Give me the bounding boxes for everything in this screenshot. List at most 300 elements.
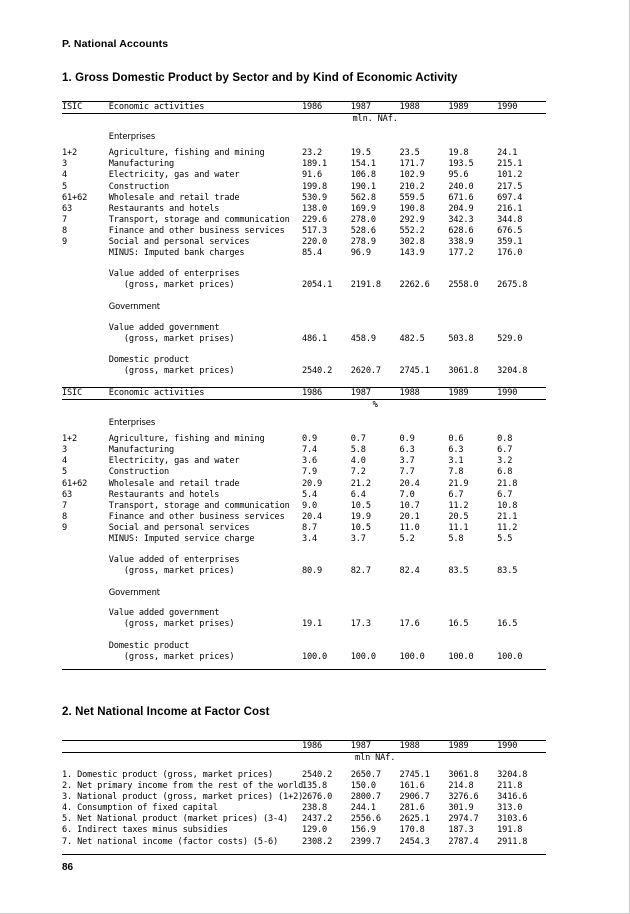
table-row <box>62 248 546 259</box>
cell-1987: 5.8 <box>350 445 366 456</box>
cell-isic: 9 <box>62 522 68 533</box>
cell-1990: 83.5 <box>497 566 518 577</box>
col-header-1990: 1990 <box>497 740 518 751</box>
cell-1990: 3416.6 <box>497 792 528 803</box>
cell-1987: 19.5 <box>350 148 371 159</box>
pct-total-row-enterprises <box>62 566 546 577</box>
cell-1986: 100.0 <box>301 651 328 662</box>
cell-1987: 96.9 <box>350 248 371 259</box>
cell-1987: 21.2 <box>350 478 371 489</box>
cell-1988: 7.7 <box>399 467 415 478</box>
cell-1990: 24.1 <box>497 148 518 159</box>
cell-1990: 0.8 <box>497 434 513 445</box>
cell-1988: 281.6 <box>399 803 425 814</box>
total-label-domestic: Domestic product <box>108 354 190 365</box>
cell-activity: Finance and other business services <box>108 225 285 236</box>
cell-1987: 7.2 <box>350 467 366 478</box>
cell-isic: 63 <box>62 489 73 500</box>
cell-1987: 19.9 <box>350 511 371 522</box>
unit-row-percent <box>62 400 546 411</box>
cell-1989: 3061.8 <box>448 769 479 780</box>
cell-1990: 697.4 <box>497 192 523 203</box>
col-header-activities-pct: Economic activities <box>108 387 205 398</box>
cell-1986: 517.3 <box>301 225 328 236</box>
cell-1989: 342.3 <box>448 214 474 225</box>
cell-item-label: 6. Indirect taxes minus subsidies <box>62 825 228 836</box>
cell-1989: 19.8 <box>448 148 469 159</box>
cell-isic: 1+2 <box>62 148 78 159</box>
cell-1986: 220.0 <box>301 237 328 248</box>
cell-item-label: 1. Domestic product (gross, market prices) <box>62 769 274 780</box>
cell-activity: Social and personal services <box>108 522 250 533</box>
cell-1986: 3.4 <box>301 534 318 544</box>
spacer <box>62 313 546 323</box>
table-net-national-income <box>62 740 546 855</box>
table-row <box>62 226 546 237</box>
cell-1988: 20.1 <box>399 511 420 522</box>
col-header-1988: 1988 <box>399 102 420 112</box>
cell-1989: 214.8 <box>448 781 474 792</box>
unit-row-currency-t2 <box>62 753 546 764</box>
cell-1990: 191.8 <box>497 825 523 836</box>
group-label-enterprises: Enterprises <box>108 131 156 142</box>
cell-1990: 211.8 <box>497 781 523 792</box>
cell-1986: 3.6 <box>301 456 318 467</box>
cell-activity: Electricity, gas and water <box>108 456 240 467</box>
cell-1989: 6.7 <box>448 489 464 500</box>
cell-1989: 2787.4 <box>448 836 479 847</box>
unit-label-percent: % <box>372 399 378 410</box>
cell-isic: 5 <box>62 467 68 478</box>
col-header-1986: 1986 <box>301 740 323 751</box>
cell-isic: 61+62 <box>62 192 88 203</box>
cell-1989: 671.6 <box>448 192 474 203</box>
cell-1989: 11.1 <box>448 522 469 533</box>
cell-1986: 8.7 <box>301 522 318 533</box>
cell-1986: 2540.2 <box>301 769 333 780</box>
group-heading-government-pct <box>62 587 546 598</box>
table1-heading: 1. Gross Domestic Product by Sector and by Kind of Economic Activity <box>62 72 458 84</box>
cell-1989: 187.3 <box>448 825 474 836</box>
cell-1990: 215.1 <box>497 159 523 170</box>
cell-1988: 559.5 <box>399 192 425 203</box>
cell-1987: 2556.6 <box>350 814 381 825</box>
cell-1987: 17.3 <box>350 619 371 630</box>
col-header-1987-pct: 1987 <box>350 387 371 398</box>
pct-total-row-domestic-line1 <box>62 641 546 652</box>
cell-1990: 16.5 <box>497 619 518 630</box>
total-row-domestic <box>62 366 546 377</box>
group-heading-enterprises <box>62 131 546 142</box>
total-label-enterprises: Value added of enterprises <box>108 269 240 280</box>
cell-1988: 11.0 <box>399 522 420 533</box>
spacer <box>62 345 546 355</box>
cell-1988: 7.0 <box>399 489 415 500</box>
cell-isic: 9 <box>62 237 68 248</box>
cell-isic: 8 <box>62 225 68 236</box>
cell-isic <box>62 534 109 545</box>
cell-isic: 5 <box>62 181 68 192</box>
spacer <box>62 377 546 387</box>
group-label-enterprises-pct: Enterprises <box>108 417 156 428</box>
total-sublabel-domestic-pct: (gross, market prices) <box>108 651 235 662</box>
group-label-government: Government <box>108 301 160 312</box>
cell-1986: 238.8 <box>301 803 328 814</box>
cell-item-label: 2. Net primary income from the rest of the world <box>62 781 304 792</box>
cell-1988: 190.8 <box>399 203 425 214</box>
cell-1988: 2745.1 <box>399 365 430 376</box>
cell-1989: 20.5 <box>448 511 469 522</box>
table-row <box>62 159 546 170</box>
cell-1986: 129.0 <box>301 825 328 836</box>
cell-isic: 7 <box>62 214 68 225</box>
cell-1987: 6.4 <box>350 489 366 500</box>
table-row <box>62 837 546 848</box>
cell-1987: 2800.7 <box>350 792 381 803</box>
table2-section <box>62 706 546 855</box>
total-sublabel-government-pct: (gross, market prises) <box>108 619 235 630</box>
cell-item-label: 3. National product (gross, market prices) (1+2) <box>62 792 304 803</box>
table-row <box>62 148 546 159</box>
cell-item-label: 5. Net National product (market prices) (3-4) <box>62 814 289 825</box>
total-row-domestic-line1 <box>62 355 546 366</box>
cell-1988: 2906.7 <box>399 792 430 803</box>
cell-1988: 292.9 <box>399 214 425 225</box>
table-row <box>62 512 546 523</box>
cell-1988: 161.6 <box>399 781 425 792</box>
total-label-domestic-pct: Domestic product <box>108 640 190 651</box>
cell-1986: 2054.1 <box>301 280 333 291</box>
cell-item-label: 4. Consumption of fixed capital <box>62 803 218 814</box>
cell-1989: 83.5 <box>448 566 469 577</box>
table-row <box>62 479 546 490</box>
group-heading-enterprises-pct <box>62 417 546 428</box>
cell-activity: Transport, storage and communication <box>108 500 290 511</box>
cell-1988: 2625.1 <box>399 814 430 825</box>
cell-1987: 458.9 <box>350 333 376 344</box>
cell-activity: Wholesale and retail trade <box>108 478 240 489</box>
cell-1987: 244.1 <box>350 803 376 814</box>
cell-1988: 23.5 <box>399 148 420 159</box>
cell-1988: 170.8 <box>399 825 425 836</box>
cell-1987: 190.1 <box>350 181 376 192</box>
page-number: 86 <box>62 862 74 873</box>
cell-1990: 2675.8 <box>497 280 528 291</box>
col-header-1990-pct: 1990 <box>497 387 518 398</box>
cell-1988: 302.8 <box>399 237 425 248</box>
group-heading-government <box>62 301 546 312</box>
cell-1989: 177.2 <box>448 248 474 259</box>
col-header-1987: 1987 <box>350 740 371 751</box>
cell-1988: 17.6 <box>399 619 420 630</box>
cell-1987: 169.9 <box>350 203 376 214</box>
table-row <box>62 456 546 467</box>
cell-1990: 359.1 <box>497 237 523 248</box>
table-row <box>62 501 546 512</box>
cell-activity: Finance and other business services <box>108 511 285 522</box>
cell-activity: Construction <box>108 181 170 192</box>
cell-1986: 5.4 <box>301 489 318 500</box>
cell-1987: 278.9 <box>350 237 376 248</box>
table2-header-row <box>62 741 546 752</box>
table-row <box>62 170 546 181</box>
col-header-1986: 1986 <box>301 102 323 112</box>
total-sublabel-government: (gross, market prises) <box>108 333 235 344</box>
page-content <box>62 38 546 855</box>
cell-1989: 338.9 <box>448 237 474 248</box>
cell-isic: 7 <box>62 500 68 511</box>
cell-1988: 2454.3 <box>399 836 430 847</box>
table-row <box>62 204 546 215</box>
cell-1986: 7.9 <box>301 467 318 478</box>
pct-total-row-government-line1 <box>62 608 546 619</box>
cell-1987: 156.9 <box>350 825 376 836</box>
spacer <box>62 259 546 269</box>
cell-1988: 0.9 <box>399 434 415 445</box>
table1-percent-header-row <box>62 388 546 399</box>
cell-isic: 63 <box>62 203 73 214</box>
cell-1987: 10.5 <box>350 500 371 511</box>
col-header-blank <box>62 741 302 752</box>
cell-1988: 5.2 <box>399 534 415 544</box>
cell-isic: 8 <box>62 511 68 522</box>
col-header-activities: Economic activities <box>108 102 205 112</box>
col-header-1987: 1987 <box>350 102 371 112</box>
cell-1990: 176.0 <box>497 248 523 259</box>
cell-1989: 503.8 <box>448 333 474 344</box>
cell-1986: 85.4 <box>301 248 323 259</box>
cell-1989: 301.9 <box>448 803 474 814</box>
cell-1988: 6.3 <box>399 445 415 456</box>
cell-1988: 100.0 <box>399 651 425 662</box>
cell-1990: 10.8 <box>497 500 518 511</box>
cell-1986: 2308.2 <box>301 836 333 847</box>
col-header-1989-pct: 1989 <box>448 387 469 398</box>
cell-1990: 11.2 <box>497 522 518 533</box>
cell-1987: 154.1 <box>350 159 376 170</box>
cell-1986: 20.4 <box>301 511 323 522</box>
pct-total-row-enterprises-line1 <box>62 555 546 566</box>
cell-1990: 529.0 <box>497 333 523 344</box>
table-row <box>62 215 546 226</box>
rule-bottom <box>62 669 546 670</box>
cell-1986: 2437.2 <box>301 814 333 825</box>
cell-1989: 2974.7 <box>448 814 479 825</box>
cell-1986: 199.8 <box>301 181 328 192</box>
cell-1989: 2558.0 <box>448 280 479 291</box>
total-row-enterprises-line1 <box>62 269 546 280</box>
cell-1988: 20.4 <box>399 478 420 489</box>
cell-1987: 2650.7 <box>350 769 381 780</box>
pct-total-row-domestic <box>62 652 546 663</box>
cell-1986: 23.2 <box>301 148 323 159</box>
cell-1990: 2911.8 <box>497 836 528 847</box>
cell-1988: 10.7 <box>399 500 420 511</box>
spacer <box>62 598 546 608</box>
total-label-government: Value added government <box>108 322 220 333</box>
cell-1988: 171.7 <box>399 159 425 170</box>
cell-activity: Social and personal services <box>108 237 250 248</box>
cell-activity: Restaurants and hotels <box>108 489 220 500</box>
cell-1990: 5.5 <box>497 534 513 544</box>
unit-row-currency <box>62 114 546 125</box>
cell-1989: 100.0 <box>448 651 474 662</box>
cell-1990: 676.5 <box>497 225 523 236</box>
table-row <box>62 792 546 803</box>
table-row <box>62 445 546 456</box>
table-row <box>62 534 546 545</box>
unit-label-mln-naf-t2: mln NAf. <box>355 752 396 763</box>
cell-1987: 82.7 <box>350 566 371 577</box>
col-header-1990: 1990 <box>497 102 518 112</box>
cell-1990: 216.1 <box>497 203 523 214</box>
cell-1988: 210.2 <box>399 181 425 192</box>
cell-1989: 240.0 <box>448 181 474 192</box>
cell-activity: Agriculture, fishing and mining <box>108 148 265 159</box>
table-row <box>62 803 546 814</box>
cell-1987: 2191.8 <box>350 280 381 291</box>
cell-1986: 19.1 <box>301 619 323 630</box>
cell-1986: 530.9 <box>301 192 328 203</box>
cell-1987: 562.8 <box>350 192 376 203</box>
cell-activity: MINUS: Imputed bank charges <box>108 248 245 259</box>
cell-1990: 3204.8 <box>497 769 528 780</box>
cell-1990: 344.8 <box>497 214 523 225</box>
total-sublabel-enterprises-pct: (gross, market prices) <box>108 566 235 577</box>
table-row <box>62 237 546 248</box>
total-row-enterprises <box>62 280 546 291</box>
cell-1987: 10.5 <box>350 522 371 533</box>
cell-1988: 143.9 <box>399 248 425 259</box>
cell-1987: 0.7 <box>350 434 366 445</box>
cell-1987: 3.7 <box>350 534 366 544</box>
cell-1988: 2262.6 <box>399 280 430 291</box>
cell-1987: 106.8 <box>350 170 376 181</box>
cell-1986: 0.9 <box>301 434 318 445</box>
table-row <box>62 825 546 836</box>
total-label-government-pct: Value added government <box>108 608 220 619</box>
spacer <box>62 577 546 587</box>
cell-1989: 0.6 <box>448 434 464 445</box>
table-row <box>62 193 546 204</box>
cell-1990: 3103.6 <box>497 814 528 825</box>
cell-activity: MINUS: Imputed service charge <box>108 534 255 544</box>
cell-1986: 138.0 <box>301 203 328 214</box>
cell-isic: 4 <box>62 456 68 467</box>
cell-activity: Agriculture, fishing and mining <box>108 434 265 445</box>
cell-isic: 1+2 <box>62 434 78 445</box>
cell-1990: 6.7 <box>497 489 513 500</box>
table-gdp-by-sector <box>62 101 546 670</box>
cell-1986: 80.9 <box>301 566 323 577</box>
cell-isic: 3 <box>62 445 68 456</box>
cell-1988: 482.5 <box>399 333 425 344</box>
pct-total-row-government <box>62 619 546 630</box>
cell-1989: 21.9 <box>448 478 469 489</box>
total-sublabel-domestic: (gross, market prices) <box>108 365 235 376</box>
cell-1986: 229.6 <box>301 214 328 225</box>
cell-activity: Manufacturing <box>108 445 175 456</box>
cell-1987: 150.0 <box>350 781 376 792</box>
total-label-enterprises-pct: Value added of enterprises <box>108 555 240 566</box>
col-header-1986-pct: 1986 <box>301 387 323 398</box>
cell-1989: 3061.8 <box>448 365 479 376</box>
col-header-1988-pct: 1988 <box>399 387 420 398</box>
cell-1990: 21.1 <box>497 511 518 522</box>
cell-activity: Manufacturing <box>108 159 175 170</box>
cell-1989: 16.5 <box>448 619 469 630</box>
cell-1989: 5.8 <box>448 534 464 544</box>
col-header-isic-pct: ISIC <box>62 387 83 398</box>
cell-1987: 2399.7 <box>350 836 381 847</box>
cell-1986: 2676.0 <box>301 792 333 803</box>
cell-1986: 9.0 <box>301 500 318 511</box>
cell-activity: Restaurants and hotels <box>108 203 220 214</box>
cell-1990: 3204.8 <box>497 365 528 376</box>
table1-header-row <box>62 102 546 113</box>
cell-isic <box>62 248 109 259</box>
table-row <box>62 434 546 445</box>
cell-1989: 3276.6 <box>448 792 479 803</box>
spacer <box>62 291 546 301</box>
cell-1988: 552.2 <box>399 225 425 236</box>
cell-activity: Transport, storage and communication <box>108 214 290 225</box>
cell-1990: 6.8 <box>497 467 513 478</box>
cell-1986: 91.6 <box>301 170 323 181</box>
cell-1989: 11.2 <box>448 500 469 511</box>
cell-1989: 204.9 <box>448 203 474 214</box>
table-row <box>62 490 546 501</box>
col-header-1989: 1989 <box>448 102 469 112</box>
cell-activity: Electricity, gas and water <box>108 170 240 181</box>
spacer <box>62 631 546 641</box>
table-row <box>62 814 546 825</box>
cell-1986: 135.8 <box>301 781 328 792</box>
cell-1990: 3.2 <box>497 456 513 467</box>
cell-1988: 102.9 <box>399 170 425 181</box>
col-header-1989: 1989 <box>448 740 469 751</box>
cell-1989: 95.6 <box>448 170 469 181</box>
cell-isic: 3 <box>62 159 68 170</box>
cell-isic: 61+62 <box>62 478 88 489</box>
cell-1989: 193.5 <box>448 159 474 170</box>
section-heading: P. National Accounts <box>62 38 169 50</box>
cell-1990: 6.7 <box>497 445 513 456</box>
cell-isic: 4 <box>62 170 68 181</box>
col-header-1988: 1988 <box>399 740 420 751</box>
group-label-government-pct: Government <box>108 587 160 598</box>
cell-1987: 100.0 <box>350 651 376 662</box>
cell-1989: 7.8 <box>448 467 464 478</box>
cell-1990: 217.5 <box>497 181 523 192</box>
cell-1987: 4.0 <box>350 456 366 467</box>
cell-activity: Wholesale and retail trade <box>108 192 240 203</box>
cell-item-label: 7. Net national income (factor costs) (5-6) <box>62 836 279 847</box>
cell-1986: 20.9 <box>301 478 323 489</box>
cell-1990: 313.0 <box>497 803 523 814</box>
unit-label-mln-naf: mln. NAf. <box>352 114 398 125</box>
total-row-government-line1 <box>62 323 546 334</box>
rule-bottom <box>62 854 546 855</box>
cell-1988: 2745.1 <box>399 769 430 780</box>
cell-1988: 3.7 <box>399 456 415 467</box>
table-row <box>62 182 546 193</box>
cell-1989: 6.3 <box>448 445 464 456</box>
table-row <box>62 467 546 478</box>
cell-1990: 101.2 <box>497 170 523 181</box>
table-row <box>62 523 546 534</box>
table2-heading: 2. Net National Income at Factor Cost <box>62 705 270 718</box>
